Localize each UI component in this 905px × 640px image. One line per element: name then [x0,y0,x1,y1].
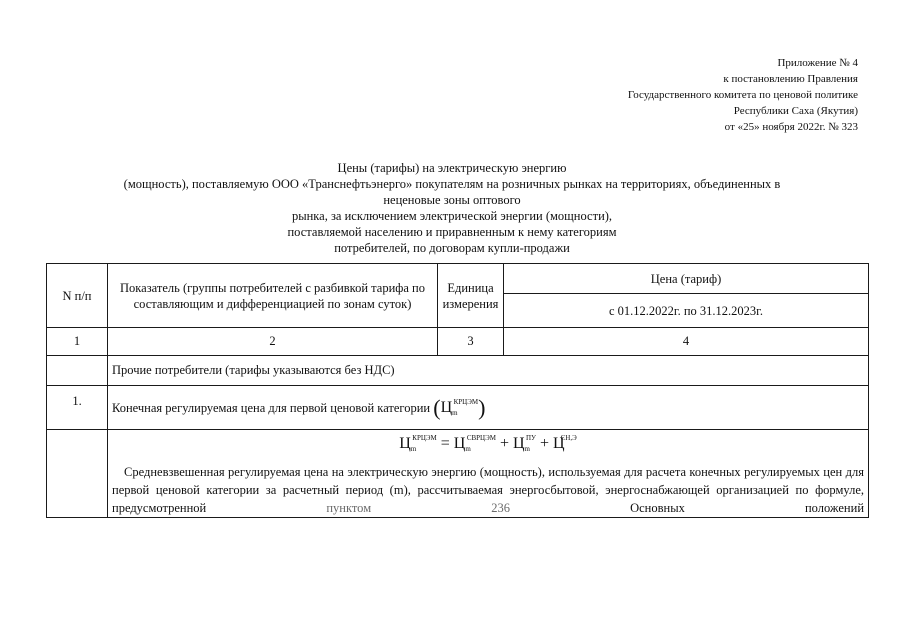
appendix-line: к постановлению Правления [723,73,858,85]
col-number-cell: 4 [504,328,869,356]
formula-sub: m [452,408,458,417]
formula-symbol: Ц [512,435,525,452]
title-line: потребителей, по договорам купли-продажи [334,241,570,255]
formula-symbol: Ц [399,435,411,452]
formula-sub: m [524,445,530,453]
formula-cell [108,430,869,518]
header-num: N п/п [47,264,108,328]
title-line: (мощность), поставляемую ООО «Транснефтьэнерго» покупателям на розничных рынках на территориях, объединенных в [123,177,781,191]
title-line: Цены (тарифы) на электрическую энергию [337,161,567,175]
col-number-cell: 1 [47,328,108,356]
formula-sup: ПУ [526,434,537,442]
title-line: поставляемой населению и приравненным к нему категориям [287,225,617,239]
formula-sup: СВРЦЭМ [466,434,496,442]
formula-sup: КРЦЭМ [453,397,479,406]
appendix-line: от «25» ноября 2022г. № 323 [724,121,858,133]
formula-eq: = [440,435,450,452]
col-number-cell: 2 [108,328,438,356]
appendix-line: Республики Саха (Якутия) [733,105,858,117]
appendix-line: Приложение № 4 [777,57,858,69]
header-period: с 01.12.2022г. по 31.12.2023г. [504,294,869,328]
appendix-header [418,55,858,135]
formula-num-cell [47,430,108,518]
description-text: Средневзвешенная регулируемая цена на электрическую энергию (мощность), используемая для расчета конечных регулируемых цен для первой ценовой категории за расчетный период (m), рассчитываемая энергосбытовой, энергоснабжающей организацией по формуле, предусмотренной [112,465,864,515]
formula-symbol: Ц [440,398,453,416]
header-unit: Единица измерения [438,264,504,328]
header-price: Цена (тариф) [504,264,869,294]
row-indicator-cell [108,386,869,430]
formula-op: + [499,435,509,452]
formula-symbol: Ц [553,435,565,452]
tariff-table [46,263,869,518]
section-label: Прочие потребители (тарифы указываются без НДС) [108,356,869,386]
col-number-cell: 3 [438,328,504,356]
formula-sup: КРЦЭМ [412,434,437,442]
section-num-cell [47,356,108,386]
header-indicator: Показатель (группы потребителей с разбивкой тарифа по составляющим и дифференциацией по зонам суток) [108,264,438,328]
description-text: Основных положений [630,501,865,515]
description-paragraph [112,459,864,517]
formula-symbol: Ц [453,435,466,452]
clause-link[interactable]: пунктом 236 [326,501,510,515]
formula-op: + [540,435,550,452]
row-num: 1. [47,386,108,430]
inline-formula: $(Ц_m^{КРЦЭМ})$ [433,394,486,420]
formula-sub: m [410,445,417,453]
row-indicator-text: Конечная регулируемая цена для первой ценовой категории [112,400,431,415]
main-formula [112,430,864,459]
appendix-line: Государственного комитета по ценовой политике [627,89,858,101]
title-line: неценовые зоны оптового [383,193,521,207]
formula-sup: СН,Э [560,434,577,442]
title-line: рынка, за исключением электрической энергии (мощности), [291,209,613,223]
document-title [46,160,858,256]
formula-sub: m [465,445,471,453]
